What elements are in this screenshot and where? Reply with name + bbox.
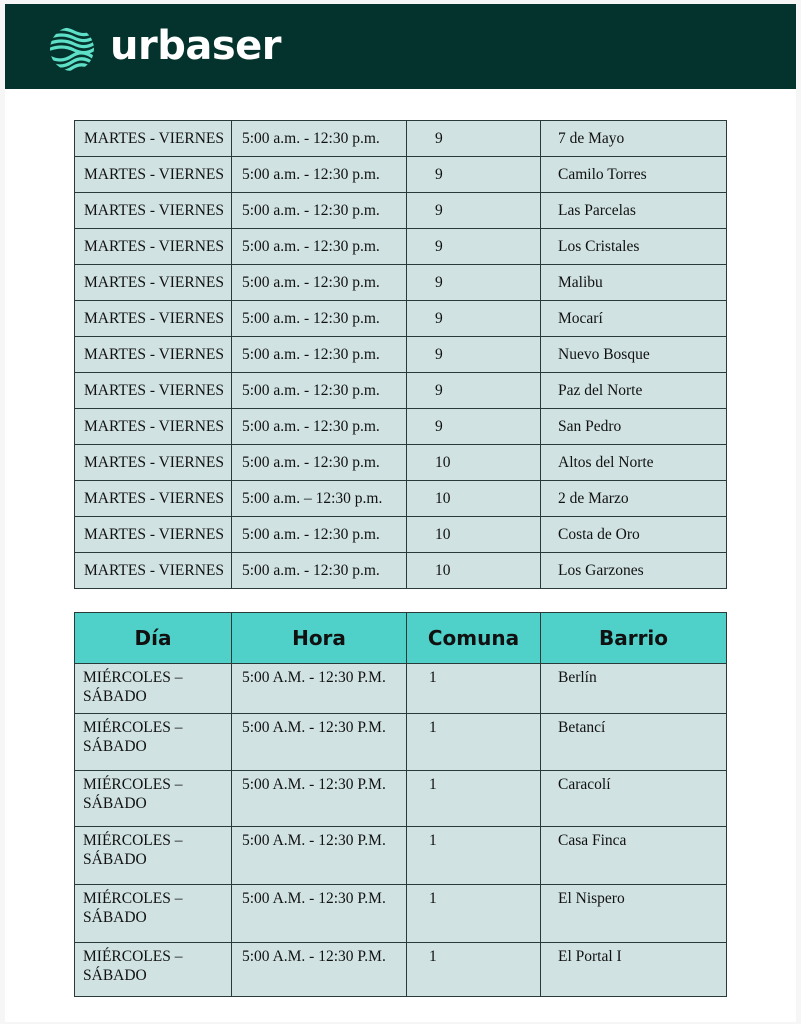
cell-comuna: 1 bbox=[407, 827, 541, 885]
cell-barrio: Los Garzones bbox=[541, 553, 727, 589]
cell-comuna: 1 bbox=[407, 714, 541, 771]
cell-dia: MARTES - VIERNES bbox=[75, 157, 232, 193]
cell-barrio: Casa Finca bbox=[541, 827, 727, 885]
cell-dia-line1: MIÉRCOLES – bbox=[83, 669, 183, 686]
cell-dia-line1: MIÉRCOLES – bbox=[83, 719, 183, 736]
document-page bbox=[5, 4, 796, 1022]
cell-comuna: 1 bbox=[407, 885, 541, 943]
cell-barrio: Camilo Torres bbox=[541, 157, 727, 193]
cell-barrio: El Portal I bbox=[541, 943, 727, 997]
cell-hora: 5:00 a.m. - 12:30 p.m. bbox=[232, 409, 407, 445]
cell-hora: 5:00 A.M. - 12:30 P.M. bbox=[232, 771, 407, 827]
cell-dia bbox=[75, 714, 232, 771]
cell-dia-line2: SÁBADO bbox=[83, 851, 147, 868]
cell-dia: MARTES - VIERNES bbox=[75, 301, 232, 337]
table-row bbox=[75, 157, 727, 193]
cell-dia-line2: SÁBADO bbox=[83, 688, 147, 705]
cell-barrio: 7 de Mayo bbox=[541, 121, 727, 157]
cell-comuna: 9 bbox=[407, 229, 541, 265]
cell-comuna: 10 bbox=[407, 553, 541, 589]
table-row bbox=[75, 664, 727, 714]
cell-hora: 5:00 a.m. - 12:30 p.m. bbox=[232, 193, 407, 229]
cell-dia-line2: SÁBADO bbox=[83, 909, 147, 926]
cell-dia-line1: MIÉRCOLES – bbox=[83, 948, 183, 965]
table-row bbox=[75, 229, 727, 265]
cell-comuna: 10 bbox=[407, 445, 541, 481]
cell-dia-line1: MIÉRCOLES – bbox=[83, 776, 183, 793]
table-row bbox=[75, 409, 727, 445]
cell-barrio: Los Cristales bbox=[541, 229, 727, 265]
schedule-table-miercoles-sabado bbox=[74, 612, 727, 997]
cell-hora: 5:00 a.m. - 12:30 p.m. bbox=[232, 157, 407, 193]
cell-hora: 5:00 a.m. - 12:30 p.m. bbox=[232, 301, 407, 337]
table-row bbox=[75, 771, 727, 827]
cell-hora: 5:00 a.m. - 12:30 p.m. bbox=[232, 553, 407, 589]
cell-comuna: 1 bbox=[407, 664, 541, 714]
cell-hora: 5:00 a.m. - 12:30 p.m. bbox=[232, 265, 407, 301]
cell-dia-line1: MIÉRCOLES – bbox=[83, 832, 183, 849]
table-row bbox=[75, 301, 727, 337]
cell-barrio: Berlín bbox=[541, 664, 727, 714]
cell-barrio: Altos del Norte bbox=[541, 445, 727, 481]
cell-dia: MARTES - VIERNES bbox=[75, 229, 232, 265]
cell-dia bbox=[75, 664, 232, 714]
cell-barrio: Paz del Norte bbox=[541, 373, 727, 409]
cell-dia: MARTES - VIERNES bbox=[75, 373, 232, 409]
cell-comuna: 1 bbox=[407, 943, 541, 997]
cell-barrio: Mocarí bbox=[541, 301, 727, 337]
cell-dia-line1: MIÉRCOLES – bbox=[83, 890, 183, 907]
table-row bbox=[75, 714, 727, 771]
wave-sphere-icon bbox=[48, 26, 96, 72]
cell-dia bbox=[75, 771, 232, 827]
cell-hora: 5:00 a.m. – 12:30 p.m. bbox=[232, 481, 407, 517]
cell-hora: 5:00 a.m. - 12:30 p.m. bbox=[232, 229, 407, 265]
cell-comuna: 9 bbox=[407, 157, 541, 193]
cell-barrio: 2 de Marzo bbox=[541, 481, 727, 517]
cell-dia bbox=[75, 885, 232, 943]
table-row bbox=[75, 193, 727, 229]
cell-hora: 5:00 a.m. - 12:30 p.m. bbox=[232, 337, 407, 373]
cell-barrio: Nuevo Bosque bbox=[541, 337, 727, 373]
table-header-row bbox=[75, 613, 727, 664]
cell-barrio: Las Parcelas bbox=[541, 193, 727, 229]
cell-dia-line2: SÁBADO bbox=[83, 967, 147, 984]
cell-hora: 5:00 A.M. - 12:30 P.M. bbox=[232, 943, 407, 997]
cell-comuna: 9 bbox=[407, 409, 541, 445]
cell-hora: 5:00 A.M. - 12:30 P.M. bbox=[232, 827, 407, 885]
table-row bbox=[75, 121, 727, 157]
table-row bbox=[75, 337, 727, 373]
cell-comuna: 9 bbox=[407, 265, 541, 301]
cell-dia-line2: SÁBADO bbox=[83, 738, 147, 755]
cell-comuna: 10 bbox=[407, 517, 541, 553]
cell-barrio: Caracolí bbox=[541, 771, 727, 827]
header-dia: Día bbox=[75, 613, 232, 664]
table-row bbox=[75, 517, 727, 553]
brand-logo-text: urbaser bbox=[110, 23, 281, 69]
cell-barrio: Malibu bbox=[541, 265, 727, 301]
cell-barrio: El Nispero bbox=[541, 885, 727, 943]
header-comuna: Comuna bbox=[407, 613, 541, 664]
cell-comuna: 10 bbox=[407, 481, 541, 517]
header-bar bbox=[5, 4, 796, 89]
cell-comuna: 9 bbox=[407, 301, 541, 337]
cell-barrio: Costa de Oro bbox=[541, 517, 727, 553]
cell-comuna: 1 bbox=[407, 771, 541, 827]
table-row bbox=[75, 885, 727, 943]
cell-hora: 5:00 A.M. - 12:30 P.M. bbox=[232, 885, 407, 943]
table-row bbox=[75, 265, 727, 301]
cell-dia: MARTES - VIERNES bbox=[75, 193, 232, 229]
table-row bbox=[75, 445, 727, 481]
cell-dia: MARTES - VIERNES bbox=[75, 445, 232, 481]
cell-hora: 5:00 A.M. - 12:30 P.M. bbox=[232, 664, 407, 714]
cell-hora: 5:00 a.m. - 12:30 p.m. bbox=[232, 445, 407, 481]
cell-dia: MARTES - VIERNES bbox=[75, 265, 232, 301]
header-barrio: Barrio bbox=[541, 613, 727, 664]
table-row bbox=[75, 827, 727, 885]
header-hora: Hora bbox=[232, 613, 407, 664]
cell-dia: MARTES - VIERNES bbox=[75, 121, 232, 157]
table-row bbox=[75, 481, 727, 517]
cell-barrio: Betancí bbox=[541, 714, 727, 771]
cell-barrio: San Pedro bbox=[541, 409, 727, 445]
cell-hora: 5:00 A.M. - 12:30 P.M. bbox=[232, 714, 407, 771]
cell-dia bbox=[75, 943, 232, 997]
cell-dia: MARTES - VIERNES bbox=[75, 337, 232, 373]
table-row bbox=[75, 553, 727, 589]
cell-hora: 5:00 a.m. - 12:30 p.m. bbox=[232, 373, 407, 409]
cell-hora: 5:00 a.m. - 12:30 p.m. bbox=[232, 121, 407, 157]
cell-dia: MARTES - VIERNES bbox=[75, 553, 232, 589]
cell-comuna: 9 bbox=[407, 193, 541, 229]
cell-dia: MARTES - VIERNES bbox=[75, 409, 232, 445]
schedule-table-martes-viernes bbox=[74, 120, 727, 589]
table-row bbox=[75, 943, 727, 997]
cell-dia bbox=[75, 827, 232, 885]
cell-dia: MARTES - VIERNES bbox=[75, 517, 232, 553]
cell-hora: 5:00 a.m. - 12:30 p.m. bbox=[232, 517, 407, 553]
cell-dia-line2: SÁBADO bbox=[83, 795, 147, 812]
cell-comuna: 9 bbox=[407, 121, 541, 157]
table-row bbox=[75, 373, 727, 409]
cell-dia: MARTES - VIERNES bbox=[75, 481, 232, 517]
cell-comuna: 9 bbox=[407, 337, 541, 373]
cell-comuna: 9 bbox=[407, 373, 541, 409]
